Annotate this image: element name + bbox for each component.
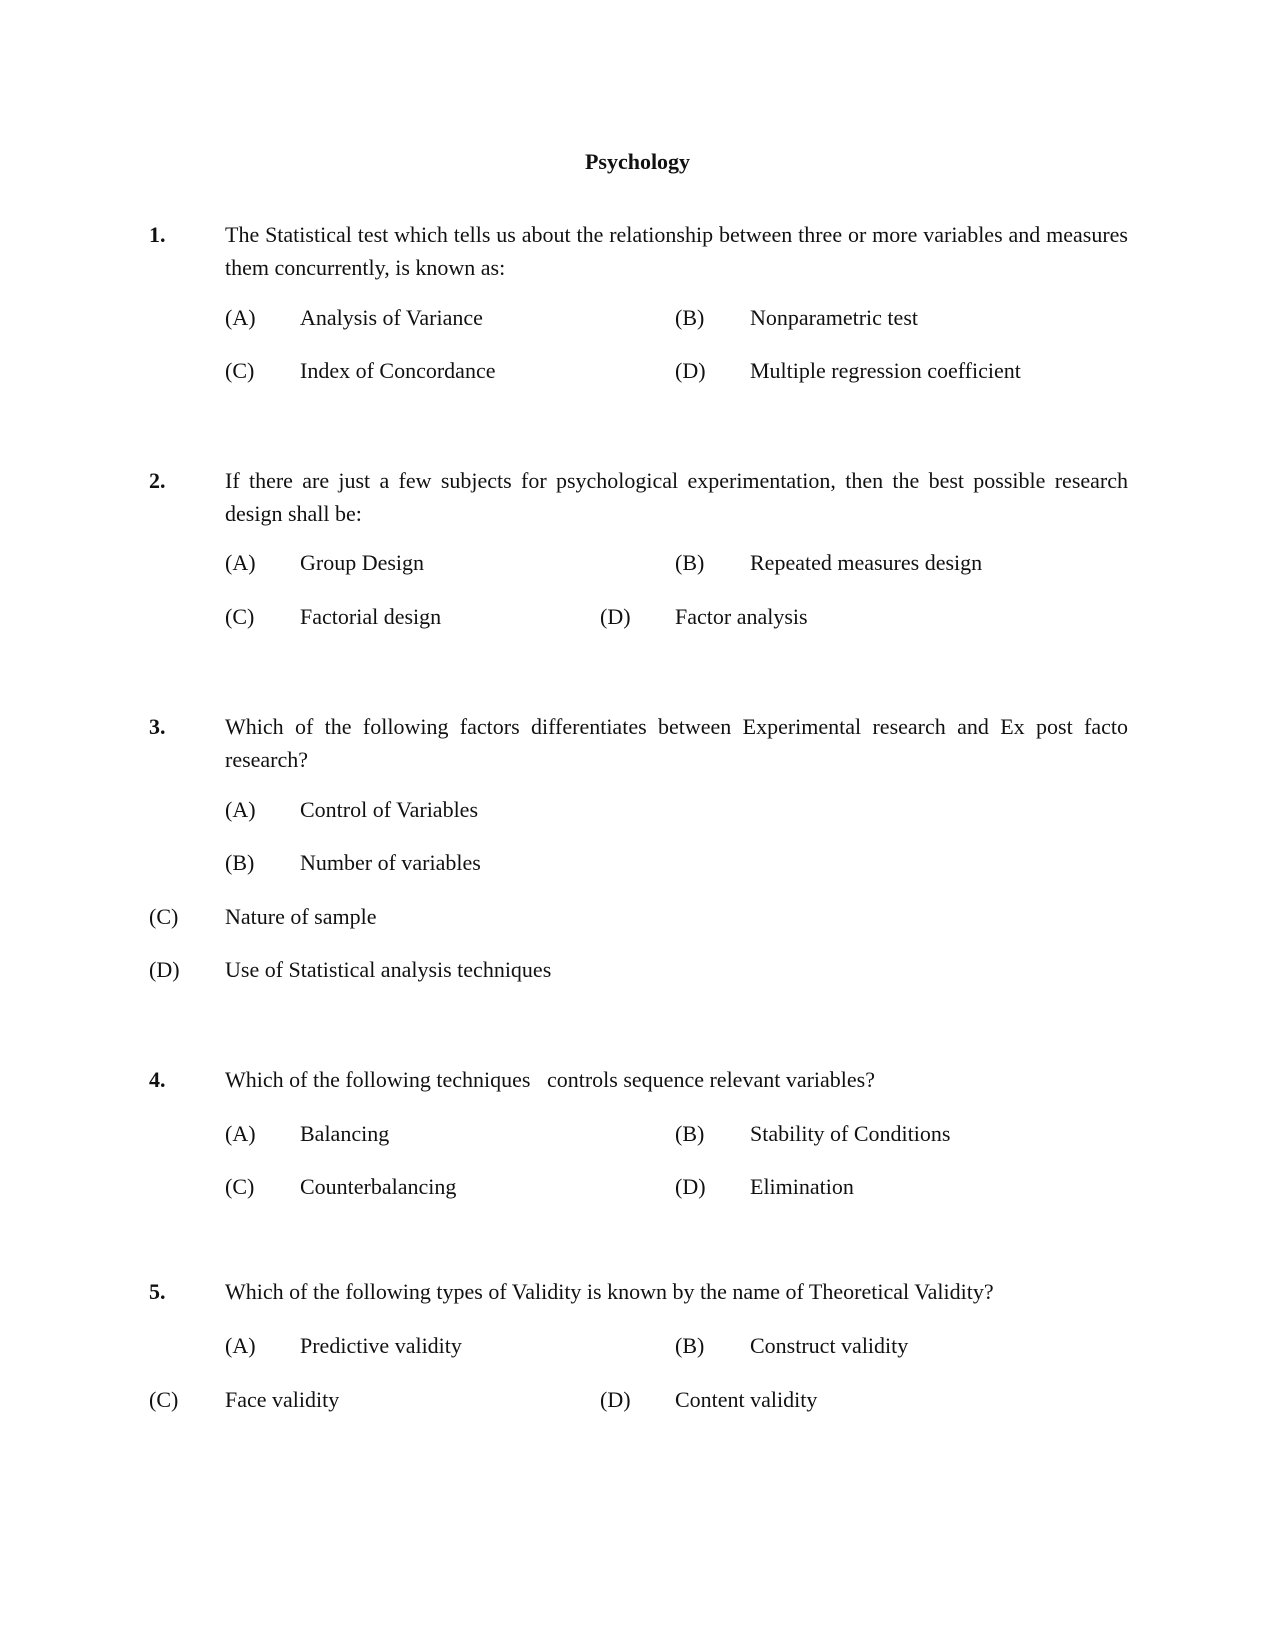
question-text: The Statistical test which tells us about the relationship between three or more variables and measures them concurrently, is known as: bbox=[225, 222, 1128, 280]
option-text: Number of variables bbox=[300, 850, 481, 875]
option-text: Face validity bbox=[225, 1387, 340, 1412]
option-label: (D) bbox=[600, 1387, 631, 1412]
option-text: Use of Statistical analysis techniques bbox=[225, 957, 552, 982]
option-text: Control of Variables bbox=[300, 797, 479, 822]
question-number: 5. bbox=[149, 1279, 166, 1304]
option-label: (C) bbox=[149, 1387, 179, 1412]
option-label: (C) bbox=[149, 904, 179, 929]
option-label: (A) bbox=[225, 797, 256, 822]
option-label: (B) bbox=[225, 850, 255, 875]
question-text: Which of the following techniques controls sequence relevant variables? bbox=[225, 1067, 875, 1092]
option-text: Factor analysis bbox=[675, 604, 808, 629]
option-label: (D) bbox=[675, 1174, 706, 1199]
question-text: If there are just a few subjects for psychological experimentation, then the best possible research design shall be: bbox=[225, 468, 1128, 526]
option-text: Balancing bbox=[300, 1121, 390, 1146]
question-text: Which of the following types of Validity is known by the name of Theoretical Validity? bbox=[225, 1279, 994, 1304]
option-text: Index of Concordance bbox=[300, 358, 496, 383]
option-text: Construct validity bbox=[750, 1333, 909, 1358]
option-label: (C) bbox=[225, 358, 255, 383]
question-number: 2. bbox=[149, 468, 166, 493]
option-text: Group Design bbox=[300, 550, 425, 575]
option-text: Nature of sample bbox=[225, 904, 377, 929]
option-label: (C) bbox=[225, 1174, 255, 1199]
option-label: (A) bbox=[225, 1333, 256, 1358]
page-title: Psychology bbox=[584, 149, 691, 174]
option-label: (D) bbox=[149, 957, 180, 982]
option-label: (D) bbox=[600, 604, 631, 629]
option-label: (C) bbox=[225, 604, 255, 629]
question-number: 1. bbox=[149, 222, 166, 247]
option-label: (B) bbox=[675, 550, 705, 575]
question-number: 3. bbox=[149, 714, 166, 739]
option-label: (A) bbox=[225, 550, 256, 575]
option-label: (B) bbox=[675, 1333, 705, 1358]
option-text: Stability of Conditions bbox=[750, 1121, 951, 1146]
option-text: Nonparametric test bbox=[750, 305, 918, 330]
option-label: (A) bbox=[225, 1121, 256, 1146]
option-text: Counterbalancing bbox=[300, 1174, 457, 1199]
option-text: Elimination bbox=[750, 1174, 854, 1199]
option-text: Repeated measures design bbox=[750, 550, 983, 575]
option-text: Analysis of Variance bbox=[300, 305, 483, 330]
option-label: (B) bbox=[675, 305, 705, 330]
option-text: Predictive validity bbox=[300, 1333, 462, 1358]
option-label: (D) bbox=[675, 358, 706, 383]
option-label: (B) bbox=[675, 1121, 705, 1146]
option-label: (A) bbox=[225, 305, 256, 330]
option-text: Multiple regression coefficient bbox=[750, 358, 1021, 383]
question-number: 4. bbox=[149, 1067, 166, 1092]
option-text: Factorial design bbox=[300, 604, 442, 629]
question-text: Which of the following factors differentiates between Experimental research and Ex post facto research? bbox=[225, 714, 1128, 772]
option-text: Content validity bbox=[675, 1387, 818, 1412]
